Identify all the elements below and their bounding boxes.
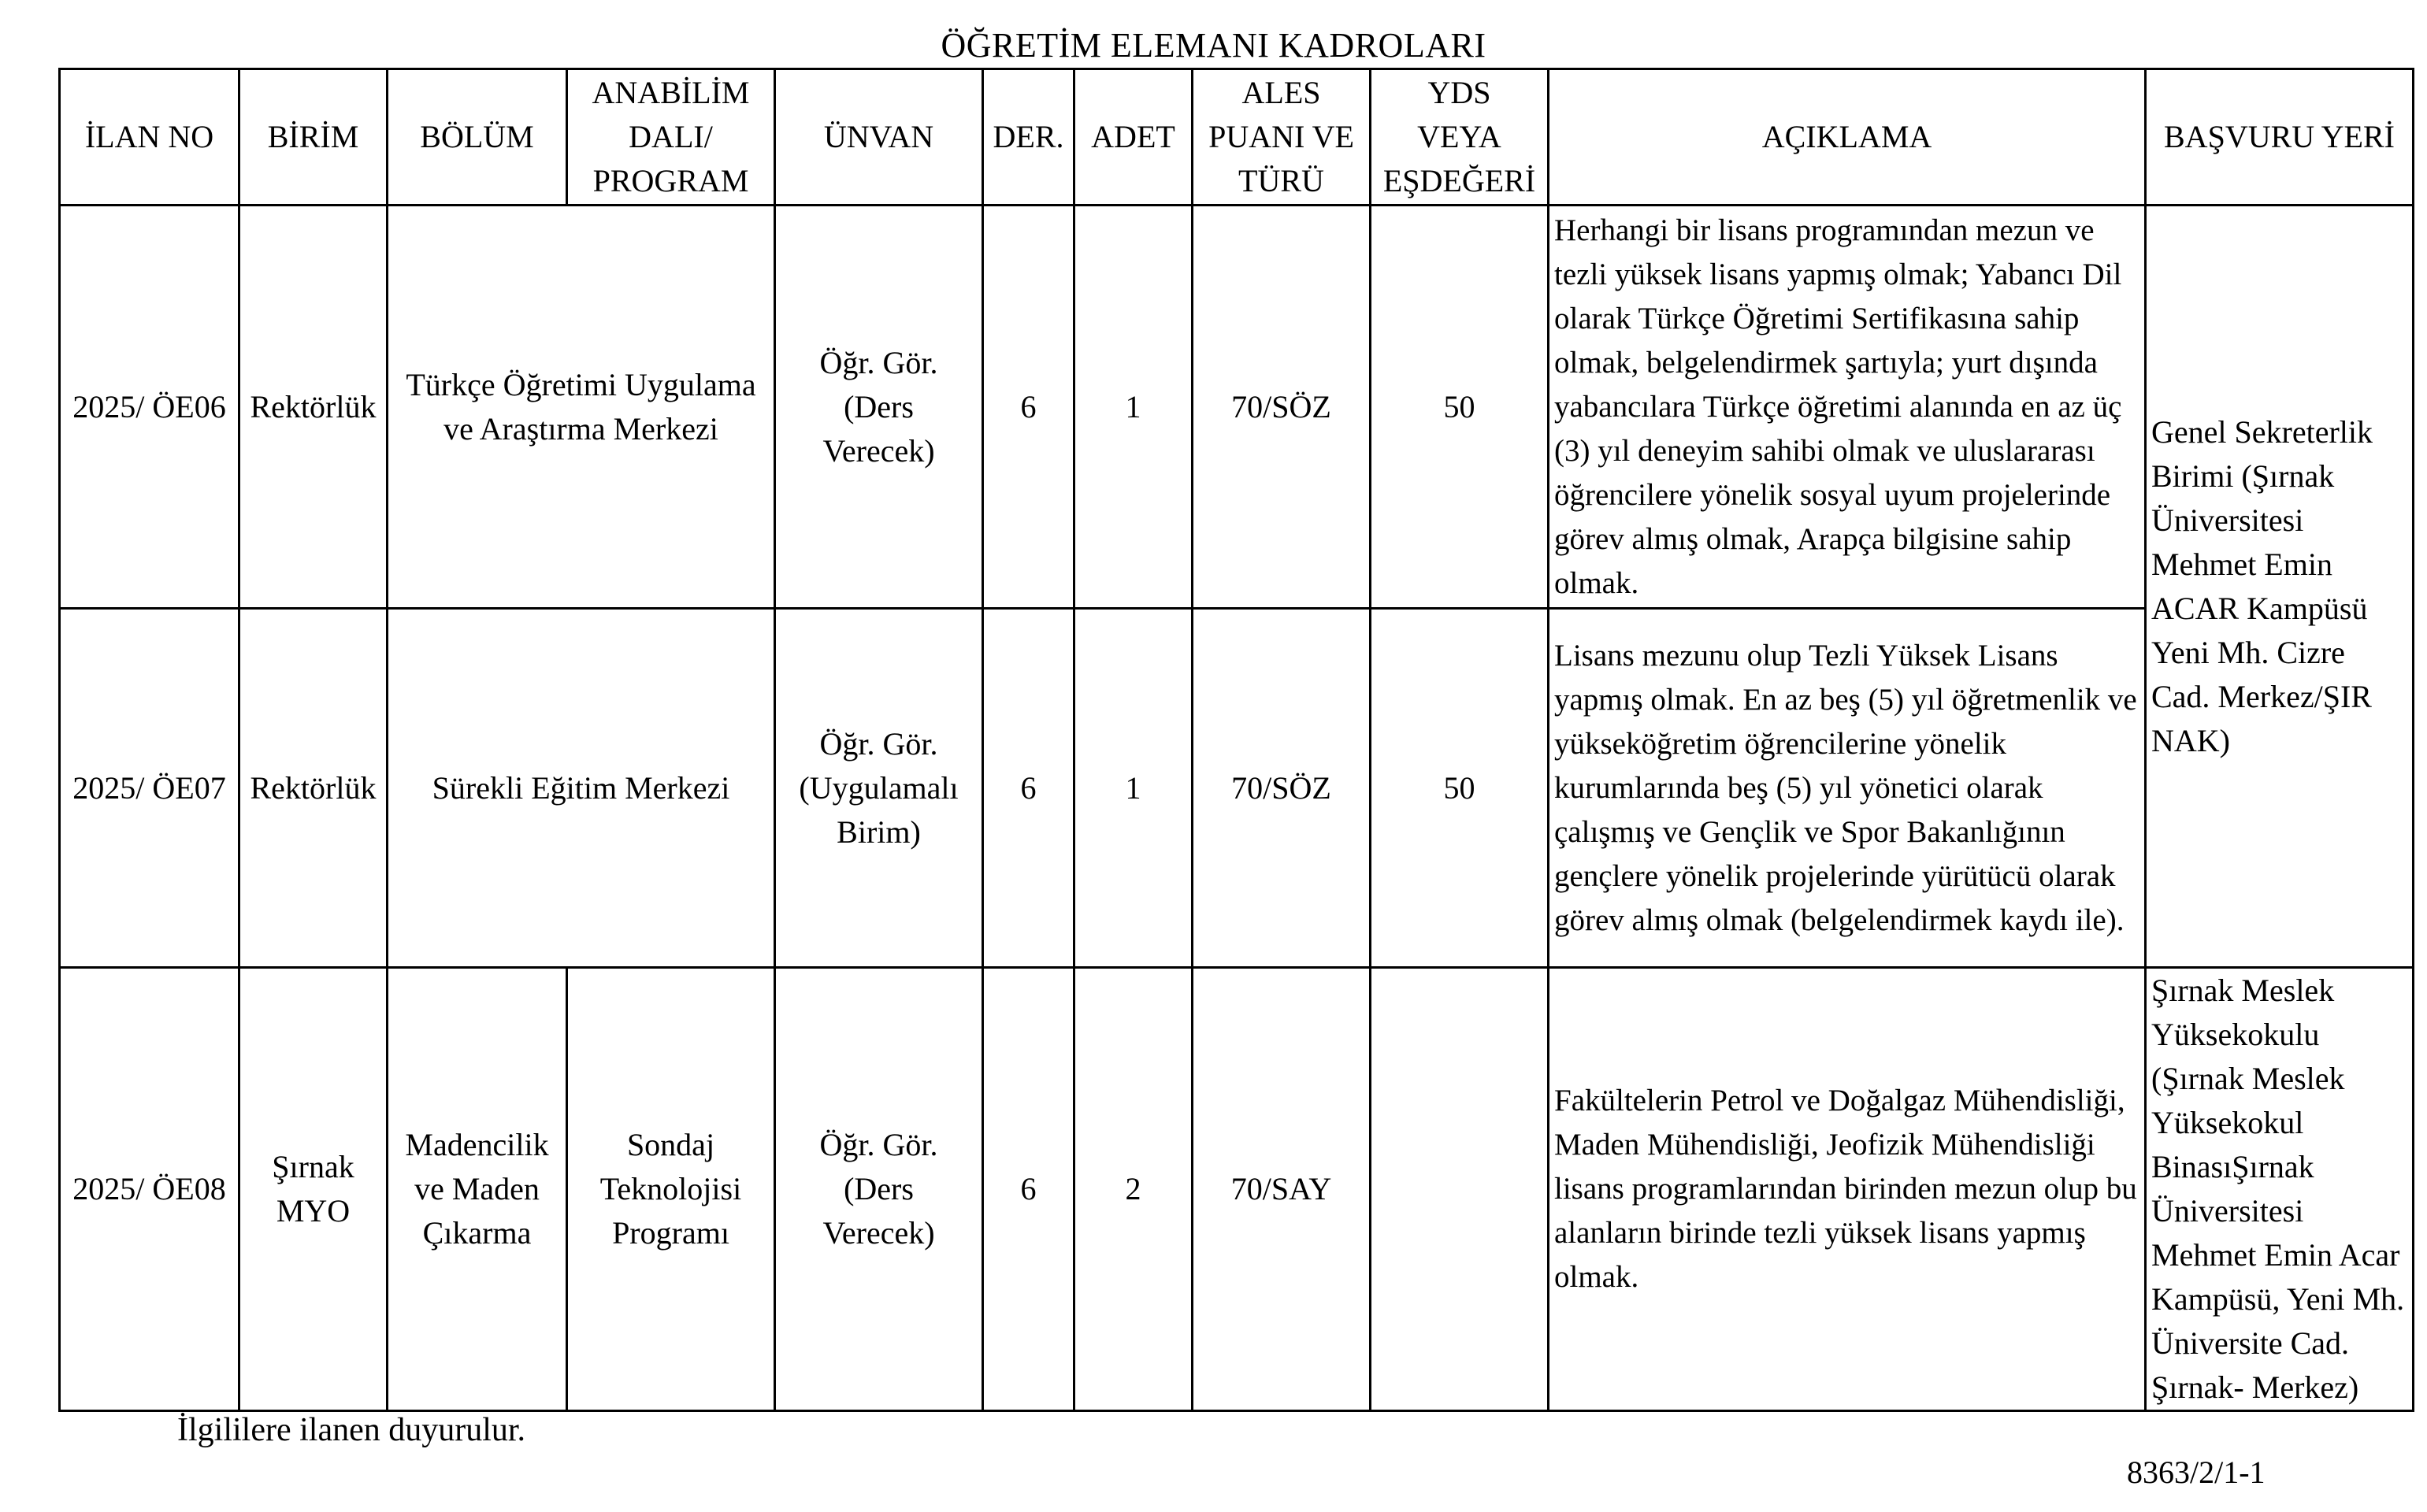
cell-ilan-no: 2025/ ÖE06 <box>60 206 239 609</box>
announcement-note: İlgililere ilanen duyurulur. <box>177 1412 526 1448</box>
cell-yds: 50 <box>1371 206 1549 609</box>
table-row <box>60 968 2414 1411</box>
cell-adet: 2 <box>1074 968 1193 1411</box>
header-adet: ADET <box>1074 69 1193 206</box>
cell-ales: 70/SÖZ <box>1193 609 1371 968</box>
cell-birim: Rektörlük <box>239 206 388 609</box>
cell-aciklama: Fakültelerin Petrol ve Doğalgaz Mühendisliği, Maden Mühendisliği, Jeofizik Mühendisliği lisans programlarından birinden mezun olup bu alanların birinde tezli yüksek lisans yapmış olmak. <box>1549 968 2146 1411</box>
cell-unvan: Öğr. Gör. (Ders Verecek) <box>775 206 983 609</box>
header-anabilim: ANABİLİM DALI/ PROGRAM <box>567 69 775 206</box>
header-basvuru: BAŞVURU YERİ <box>2146 69 2414 206</box>
page-title: ÖĞRETİM ELEMANI KADROLARI <box>941 26 1486 65</box>
cell-der: 6 <box>983 609 1074 968</box>
positions-table <box>58 68 2414 1412</box>
cell-unvan: Öğr. Gör. (Uygulamalı Birim) <box>775 609 983 968</box>
header-aciklama: AÇIKLAMA <box>1549 69 2146 206</box>
cell-ilan-no: 2025/ ÖE07 <box>60 609 239 968</box>
header-unvan: ÜNVAN <box>775 69 983 206</box>
cell-der: 6 <box>983 206 1074 609</box>
table-row <box>60 206 2414 609</box>
cell-bolum: Madencilik ve Maden Çıkarma <box>388 968 567 1411</box>
table-row <box>60 609 2414 968</box>
cell-anabilim: Sondaj Teknolojisi Programı <box>567 968 775 1411</box>
cell-yds: 50 <box>1371 609 1549 968</box>
cell-aciklama: Herhangi bir lisans programından mezun ve tezli yüksek lisans yapmış olmak; Yabancı Dil olarak Türkçe Öğretimi Sertifikasına sahip olmak, belgelendirmek şartıyla; yurt dışında yabancılara Türkçe öğretimi alanında en az üç (3) yıl deneyim sahibi olmak ve uluslararası öğrencilere yönelik sosyal uyum projelerinde görev almış olmak, Arapça bilgisine sahip olmak. <box>1549 206 2146 609</box>
header-bolum: BÖLÜM <box>388 69 567 206</box>
header-ales: ALES PUANI VE TÜRÜ <box>1193 69 1371 206</box>
cell-yds <box>1371 968 1549 1411</box>
cell-basvuru-yeri: Genel Sekreterlik Birimi (Şırnak Üniversitesi Mehmet Emin ACAR Kampüsü Yeni Mh. Cizre Cad. Merkez/ŞIR NAK) <box>2146 206 2414 968</box>
header-der: DER. <box>983 69 1074 206</box>
cell-birim: Şırnak MYO <box>239 968 388 1411</box>
cell-adet: 1 <box>1074 609 1193 968</box>
cell-aciklama: Lisans mezunu olup Tezli Yüksek Lisans yapmış olmak. En az beş (5) yıl öğretmenlik ve yükseköğretim öğrencilerine yönelik kurumlarında beş (5) yıl yönetici olarak çalışmış ve Gençlik ve Spor Bakanlığının gençlere yönelik projelerinde yürütücü olarak görev almış olmak (belgelendirmek kaydı ile). <box>1549 609 2146 968</box>
cell-bolum-program: Türkçe Öğretimi Uygulama ve Araştırma Merkezi <box>388 206 775 609</box>
cell-ilan-no: 2025/ ÖE08 <box>60 968 239 1411</box>
cell-unvan: Öğr. Gör. (Ders Verecek) <box>775 968 983 1411</box>
header-yds: YDS VEYA EŞDEĞERİ <box>1371 69 1549 206</box>
cell-der: 6 <box>983 968 1074 1411</box>
cell-bolum-program: Sürekli Eğitim Merkezi <box>388 609 775 968</box>
document-number: 8363/2/1-1 <box>2127 1455 2266 1490</box>
cell-ales: 70/SÖZ <box>1193 206 1371 609</box>
cell-adet: 1 <box>1074 206 1193 609</box>
cell-basvuru-yeri: Şırnak Meslek Yüksekokulu (Şırnak Meslek Yüksekokul BinasıŞırnak Üniversitesi Mehmet Emin Acar Kampüsü, Yeni Mh. Üniversite Cad. Şırnak- Merkez) <box>2146 968 2414 1411</box>
header-ilan-no: İLAN NO <box>60 69 239 206</box>
table-header-row <box>60 69 2414 206</box>
cell-ales: 70/SAY <box>1193 968 1371 1411</box>
cell-birim: Rektörlük <box>239 609 388 968</box>
header-birim: BİRİM <box>239 69 388 206</box>
